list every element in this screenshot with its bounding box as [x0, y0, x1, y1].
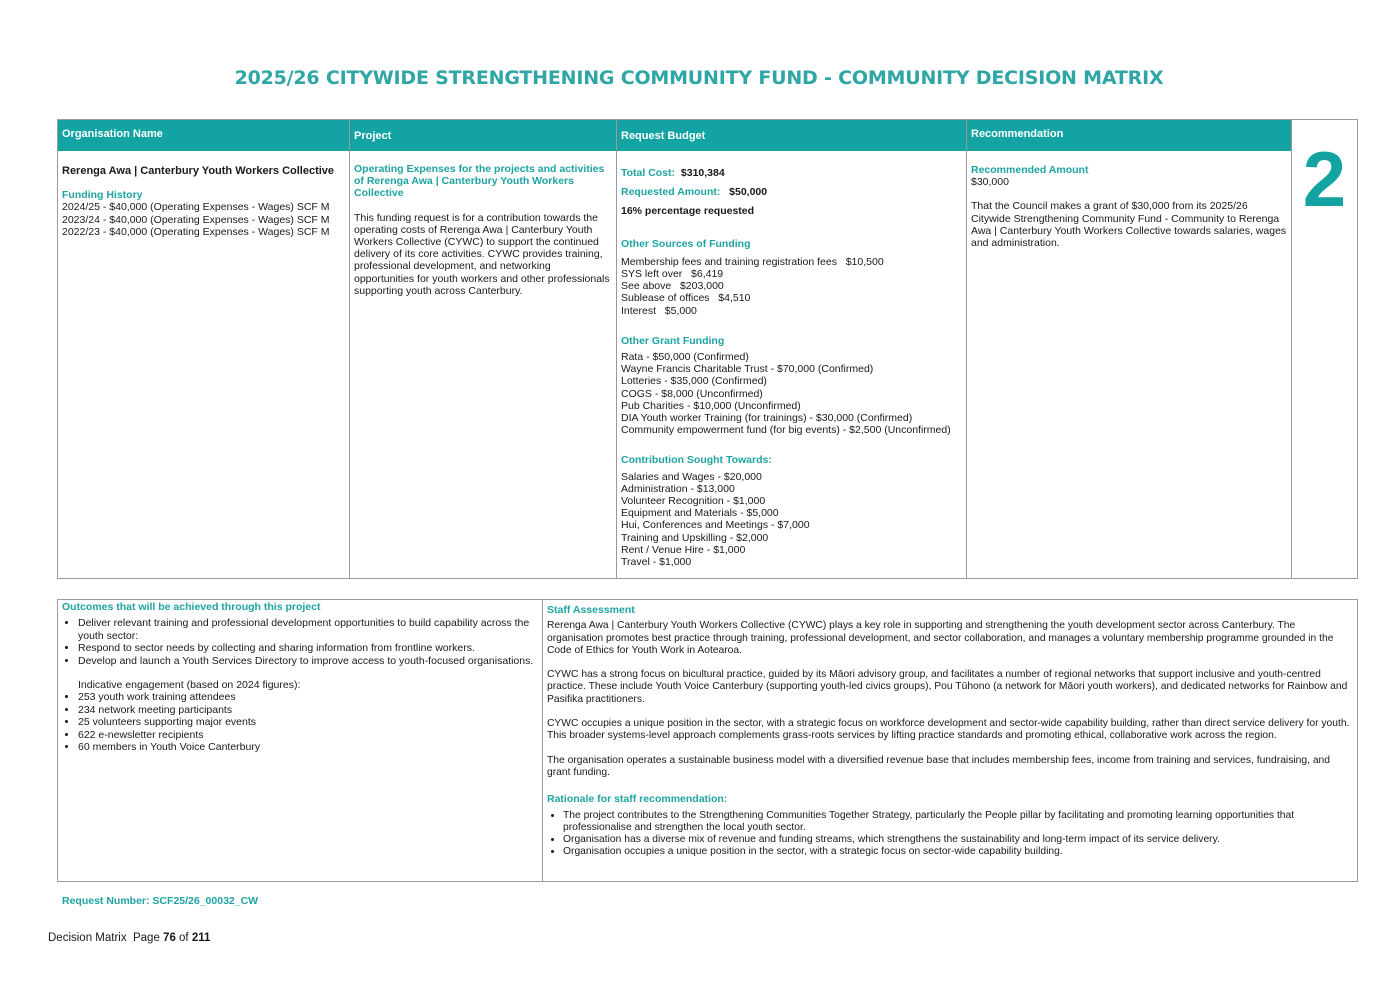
rationale-item: • Organisation occupies a unique position in the sector, with a strategic focus on sector-wide capability building. [563, 846, 1353, 858]
recommendation-text: That the Council makes a grant of $30,000 from its 2025/26 Citywide Strengthening Community Fund - Community to Rerenga Awa | Canterbury Youth Workers Collective towards salaries, wages and administration. [971, 200, 1287, 250]
total-cost-row [621, 167, 962, 179]
header-budget: Request Budget [617, 120, 966, 151]
outcomes-section [58, 600, 543, 881]
requested-label: Requested Amount: [621, 186, 721, 199]
other-grant-item: Rata - $50,000 (Confirmed) [621, 351, 749, 364]
funding-history-item: 2022/23 - $40,000 (Operating Expenses - Wages) SCF M [62, 225, 330, 238]
outcome-item: • Respond to sector needs by collecting and sharing information from frontline workers. [78, 642, 538, 654]
engagement-item: • 622 e-newsletter recipients [78, 729, 538, 741]
page-title: 2025/26 CITYWIDE STRENGTHENING COMMUNITY FUND - COMMUNITY DECISION MATRIX [234, 67, 1164, 89]
footer-of: of [175, 932, 192, 944]
funding-history-item: 2024/25 - $40,000 (Operating Expenses - Wages) SCF M [62, 201, 330, 214]
outcome-item: • Deliver relevant training and professional development opportunities to build capability across the youth sector: [78, 617, 538, 642]
other-sources-heading: Other Sources of Funding [621, 237, 751, 250]
header-project: Project [350, 120, 616, 151]
staff-assessment-paragraph: The organisation operates a sustainable business model with a diversified revenue base that includes membership fees, income from training and services, fundraising, and grant funding. [547, 754, 1330, 778]
staff-assessment-paragraph: CYWC occupies a unique position in the sector, with a strategic focus on workforce development and sector-wide capability building, rather than direct service delivery for youth. This broader systems-level approach complements grass-roots services by lifting practice standards and promoting ethical, collaborative work across the region. [547, 718, 1350, 742]
outcomes-heading: Outcomes that will be achieved through this project [62, 601, 321, 613]
recommendation-column [967, 120, 1292, 578]
organisation-name: Rerenga Awa | Canterbury Youth Workers Collective [62, 165, 335, 177]
total-cost-value: $310,384 [680, 167, 725, 179]
other-source-item: Membership fees and training registration fees $10,500 [621, 255, 884, 268]
contribution-item: Training and Upskilling - $2,000 [621, 531, 769, 544]
rationale-item: • The project contributes to the Strengthening Communities Together Strategy, particularly the People pillar by facilitating and promoting learning opportunities that professionalise and strengthen the local youth sector. [563, 810, 1353, 835]
other-grant-item: Wayne Francis Charitable Trust - $70,000 (Confirmed) [621, 363, 874, 376]
engagement-item: • 60 members in Youth Voice Canterbury [78, 741, 538, 753]
rationale-heading: Rationale for staff recommendation: [547, 793, 728, 806]
funding-history-item: 2023/24 - $40,000 (Operating Expenses - Wages) SCF M [62, 213, 330, 226]
rationale-list [547, 810, 1353, 859]
recommended-amount-value: $30,000 [971, 176, 1009, 189]
project-title: Operating Expenses for the projects and activities of Rerenga Awa | Canterbury Youth Workers Collective [354, 163, 605, 200]
rationale-item: • Organisation has a diverse mix of revenue and funding streams, which strengthens the sustainability and long-term impact of its service delivery. [563, 834, 1353, 846]
header-organisation: Organisation Name [58, 120, 349, 151]
decision-table [57, 119, 1358, 579]
recommended-amount-label: Recommended Amount [971, 164, 1089, 176]
engagement-item: • 234 network meeting participants [78, 704, 538, 716]
staff-assessment-heading: Staff Assessment [547, 604, 635, 616]
other-grants-heading: Other Grant Funding [621, 334, 725, 347]
priority-column [1292, 120, 1357, 578]
assessment-table [57, 599, 1358, 882]
total-cost-label: Total Cost: [621, 167, 676, 179]
footer-prefix: Decision Matrix Page [48, 932, 164, 944]
budget-column [617, 120, 967, 578]
percentage-requested: 16% percentage requested [621, 205, 755, 218]
other-source-item: Interest $5,000 [621, 304, 697, 317]
engagement-label: Indicative engagement (based on 2024 figures): [78, 679, 301, 692]
contribution-item: Hui, Conferences and Meetings - $7,000 [621, 519, 810, 532]
outcome-item: • Develop and launch a Youth Services Directory to improve access to youth-focused organisations. [78, 655, 538, 667]
staff-assessment-paragraph: Rerenga Awa | Canterbury Youth Workers Collective (CYWC) plays a key role in supporting and strengthening the youth development sector across Canterbury. The organisation promotes best practice through training, professional development, and sector collaboration, and manages a voluntary membership programme grounded in the Code of Ethics for Youth Work in Aotearoa. [547, 620, 1334, 656]
engagement-list [62, 691, 538, 753]
engagement-item: • 253 youth work training attendees [78, 691, 538, 703]
contribution-item: Volunteer Recognition - $1,000 [621, 495, 766, 508]
other-grant-item: Community empowerment fund (for big events) - $2,500 (Unconfirmed) [621, 424, 951, 437]
requested-row [621, 186, 962, 198]
footer-page-number: 76 [163, 932, 176, 944]
other-source-item: See above $203,000 [621, 280, 724, 293]
request-number: Request Number: SCF25/26_00032_CW [62, 895, 259, 907]
priority-rank: 2 [1302, 135, 1347, 223]
contribution-item: Salaries and Wages - $20,000 [621, 470, 762, 483]
staff-assessment-paragraph: CYWC has a strong focus on bicultural practice, guided by its Māori advisory group, and facilitates a number of regional networks that support inclusive and youth-centred practice. These include Youth Voice Canterbury (supporting youth-led civics groups), Pou Tūhono (a network for Māori youth workers), and dedicated networks for Rainbow and Pasifika practitioners. [547, 669, 1348, 705]
contribution-item: Rent / Venue Hire - $1,000 [621, 543, 746, 556]
project-description: This funding request is for a contribution towards the operating costs of Rerenga Awa | Canterbury Youth Workers Collective (CYWC) to support the continued delivery of its core activities. CYWC provides training, professional development, and networking opportunities for youth workers and other professionals supporting youth across Canterbury. [354, 211, 610, 297]
organisation-column [58, 120, 350, 578]
contribution-item: Equipment and Materials - $5,000 [621, 507, 779, 520]
contribution-item: Travel - $1,000 [621, 556, 692, 569]
other-grant-item: Pub Charities - $10,000 (Unconfirmed) [621, 399, 801, 412]
page-footer [48, 932, 210, 944]
other-grant-item: Lotteries - $35,000 (Confirmed) [621, 375, 767, 388]
header-recommendation: Recommendation [967, 120, 1291, 151]
other-grant-item: DIA Youth worker Training (for trainings) - $30,000 (Confirmed) [621, 412, 913, 425]
other-grant-item: COGS - $8,000 (Unconfirmed) [621, 387, 763, 400]
requested-value: $50,000 [729, 186, 768, 199]
footer-total-pages: 211 [191, 932, 211, 944]
contribution-item: Administration - $13,000 [621, 482, 735, 495]
other-source-item: SYS left over $6,419 [621, 268, 724, 281]
engagement-item: • 25 volunteers supporting major events [78, 716, 538, 728]
contribution-heading: Contribution Sought Towards: [621, 454, 772, 467]
funding-history-heading: Funding History [62, 189, 143, 202]
outcomes-list [62, 617, 538, 667]
other-source-item: Sublease of offices $4,510 [621, 292, 751, 305]
project-column [350, 120, 617, 578]
staff-assessment-section [543, 600, 1357, 881]
